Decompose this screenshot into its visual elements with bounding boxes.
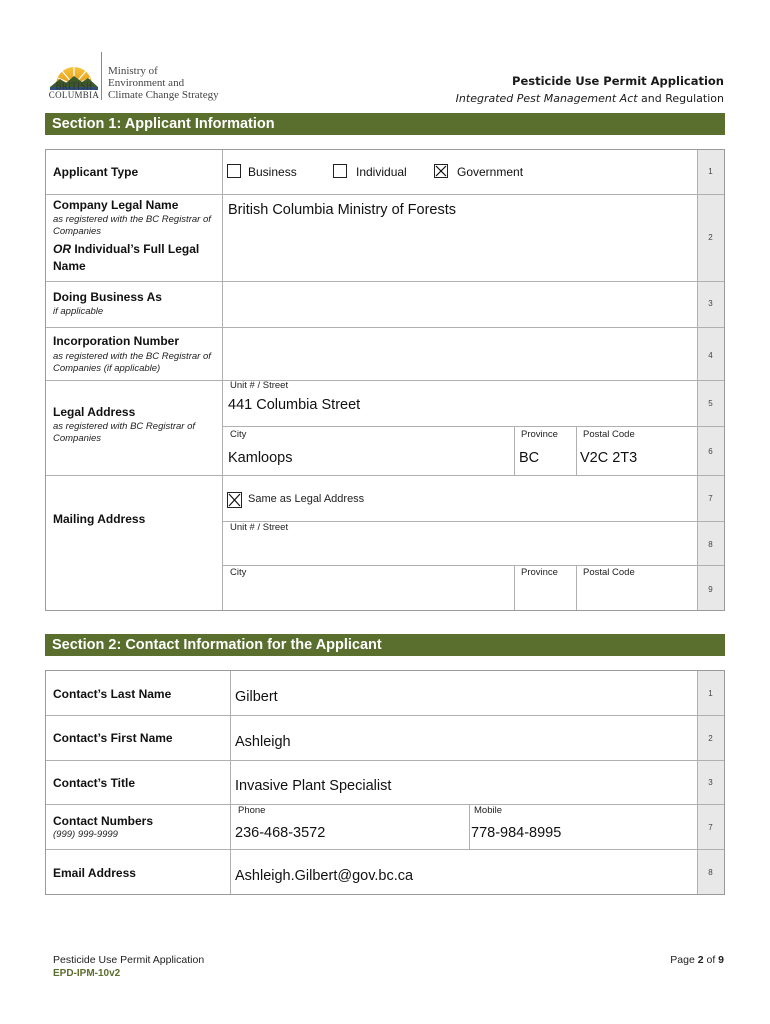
government-option-label: Government [457, 165, 524, 179]
doing-business-as-field[interactable] [224, 283, 696, 326]
ministry-name [108, 65, 219, 101]
section2-title: Section 2: Contact Information for the Applicant [45, 634, 725, 656]
row-number: 8 [708, 540, 713, 549]
ministry-line3: Climate Change Strategy [108, 89, 219, 101]
or-prefix: OR [53, 242, 71, 256]
act-suffix: and Regulation [637, 92, 724, 105]
city-caption: City [230, 429, 247, 440]
email-field[interactable]: Ashleigh.Gilbert@gov.bc.ca [235, 868, 414, 884]
individual-option-label: Individual [356, 165, 407, 179]
mailing-postal-caption: Postal Code [583, 567, 635, 578]
last-name-label: Contact’s Last Name [53, 687, 172, 701]
individual-checkbox[interactable] [333, 164, 347, 178]
row-number: 6 [708, 447, 713, 456]
mobile-field[interactable]: 778-984-8995 [471, 825, 562, 841]
legal-address-hint: as registered with BC Registrar of Companies [53, 421, 196, 444]
mailing-province-field[interactable] [515, 580, 575, 609]
mailing-province-caption: Province [521, 567, 558, 578]
mailing-postal-field[interactable] [577, 580, 696, 609]
act-name: Integrated Pest Management Act [455, 92, 638, 105]
business-option-label: Business [248, 165, 297, 179]
company-legal-name-field[interactable]: British Columbia Ministry of Forests [228, 202, 457, 218]
postal-caption: Postal Code [583, 429, 635, 440]
row-number: 4 [708, 351, 713, 360]
street-caption: Unit # / Street [230, 380, 289, 391]
footer-document-name: Pesticide Use Permit Application [53, 954, 205, 966]
last-name-field[interactable]: Gilbert [235, 689, 278, 705]
contact-numbers-label: Contact Numbers [53, 814, 154, 828]
row-number: 1 [708, 689, 713, 698]
individual-full-name-label [53, 241, 218, 275]
mailing-street-field[interactable] [224, 535, 696, 564]
first-name-field[interactable]: Ashleigh [235, 734, 291, 750]
legal-province-field[interactable]: BC [519, 450, 540, 466]
incorporation-number-hint: as registered with the BC Registrar of Companies (if applicable) [53, 351, 211, 374]
page-current: 2 [697, 954, 704, 966]
province-caption: Province [521, 429, 558, 440]
row-number: 8 [708, 868, 713, 877]
company-legal-name-hint: as registered with the BC Registrar of Companies [53, 214, 211, 237]
mailing-address-label: Mailing Address [53, 512, 146, 526]
mailing-city-caption: City [230, 567, 247, 578]
contact-numbers-hint: (999) 999-9999 [53, 829, 118, 840]
first-name-label: Contact’s First Name [53, 731, 173, 745]
ministry-line1: Ministry of [108, 65, 158, 77]
document-header [456, 74, 724, 105]
legal-city-field[interactable]: Kamloops [228, 450, 293, 466]
applicant-type-label: Applicant Type [53, 165, 139, 179]
doing-business-as-hint: if applicable [53, 306, 104, 317]
footer-form-code: EPD-IPM-10v2 [53, 968, 121, 979]
mailing-street-caption: Unit # / Street [230, 522, 289, 533]
government-checkbox[interactable] [434, 164, 448, 178]
legal-address-label: Legal Address [53, 405, 136, 419]
mobile-caption: Mobile [474, 805, 502, 816]
page-of: of [703, 954, 719, 966]
mailing-city-field[interactable] [224, 580, 513, 609]
contact-title-field[interactable]: Invasive Plant Specialist [235, 778, 392, 794]
page-number [670, 954, 724, 966]
doing-business-as-label: Doing Business As [53, 290, 162, 304]
act-reference [456, 92, 724, 105]
row-number: 9 [708, 585, 713, 594]
checkmark-x-icon [228, 493, 241, 507]
contact-title-label: Contact’s Title [53, 776, 136, 790]
email-label: Email Address [53, 866, 136, 880]
row-number: 1 [708, 167, 713, 176]
checkmark-x-icon [435, 165, 447, 177]
page-total: 9 [718, 954, 724, 966]
logo-line2: COLUMBIA [48, 90, 100, 100]
section1-title: Section 1: Applicant Information [45, 113, 725, 135]
logo-line1: BRITISH [55, 81, 93, 91]
document-title: Pesticide Use Permit Application [512, 74, 724, 88]
or-label: Individual’s Full Legal Name [53, 242, 200, 273]
header-divider [101, 52, 102, 100]
company-legal-name-label: Company Legal Name [53, 198, 179, 212]
ministry-line2: Environment and [108, 77, 185, 89]
business-checkbox[interactable] [227, 164, 241, 178]
bc-logo-wordmark [46, 82, 102, 100]
row-number: 5 [708, 399, 713, 408]
row-number: 3 [708, 299, 713, 308]
same-as-legal-label: Same as Legal Address [248, 493, 365, 505]
incorporation-number-field[interactable] [224, 329, 696, 379]
phone-caption: Phone [238, 805, 266, 816]
phone-field[interactable]: 236-468-3572 [235, 825, 326, 841]
incorporation-number-label: Incorporation Number [53, 334, 180, 348]
legal-postal-field[interactable]: V2C 2T3 [580, 450, 638, 466]
row-number: 7 [708, 823, 713, 832]
row-number: 2 [708, 734, 713, 743]
page-prefix: Page [670, 954, 698, 966]
row-number: 2 [708, 233, 713, 242]
legal-street-field[interactable]: 441 Columbia Street [228, 397, 361, 413]
row-number: 3 [708, 778, 713, 787]
row-number: 7 [708, 494, 713, 503]
same-as-legal-checkbox[interactable] [227, 492, 242, 508]
